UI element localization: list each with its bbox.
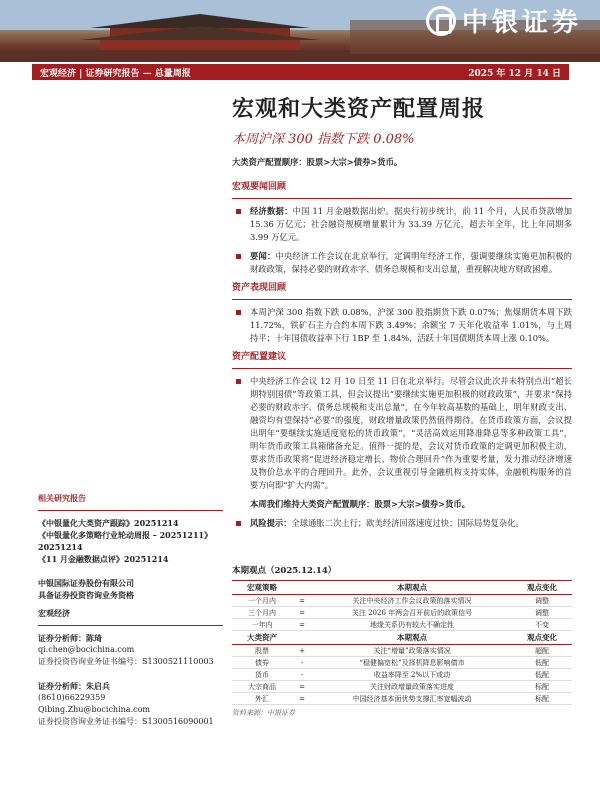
risk-warning	[232, 517, 572, 530]
table-cell: 关注财政增量政策落实进度	[312, 681, 512, 693]
bullet-lead: 经济数据：	[250, 206, 293, 216]
sidebar	[38, 492, 223, 728]
table-cell: 不变	[512, 619, 572, 631]
column-header: 本期观点	[312, 581, 512, 595]
header-banner	[0, 0, 600, 62]
analyst-name: 证券分析师：陈琦	[38, 633, 102, 643]
bank-logo-icon	[426, 6, 456, 36]
bullet-text: 中国 11 月金融数据出炉。据央行初步统计，前 11 个月，人民币贷款增加 15.36 万亿元；社会融资规模增量累计为 33.39 万亿元，超去年全年，比上年同期多 3.99 万亿元。	[250, 206, 572, 242]
table-cell: 标配	[512, 693, 572, 705]
report-category-bar	[32, 64, 569, 80]
brand-name: 中银证券	[461, 8, 582, 38]
brand-logo	[426, 2, 582, 39]
table-row	[232, 645, 572, 657]
table-row	[232, 607, 572, 619]
table-row	[232, 619, 572, 631]
analyst-phone: (8610)66229359	[38, 693, 106, 702]
risk-text: 全球通胀二次上行；欧美经济回落速度过快；国际局势复杂化。	[291, 518, 524, 528]
table-cell: 关注“增量”政策落实情况	[312, 645, 512, 657]
list-item	[232, 375, 572, 492]
analyst-license: 证券投资咨询业务证书编号：S1300516090001	[38, 717, 214, 726]
allocation-closing: 本周我们维持大类资产配置顺序：股票>大宗>债券>货币。	[250, 499, 470, 509]
list-item	[232, 205, 572, 244]
table-cell: 地缘关系仍有较大不确定性	[312, 619, 512, 631]
table-cell: 一年内	[232, 619, 292, 631]
main-content	[232, 156, 572, 536]
table-cell: 一个月内	[232, 595, 292, 607]
list-item	[232, 306, 572, 345]
analyst-email[interactable]: Qibing.Zhu@bocichina.com	[38, 705, 150, 714]
table-source: 资料来源：中银证券	[232, 709, 295, 717]
table-cell: =	[292, 619, 312, 631]
column-header: 宏观策略	[232, 581, 292, 595]
analyst-email[interactable]: qi.chen@bocichina.com	[38, 645, 135, 654]
bullet-text: 本周沪深 300 指数下跌 0.08%，沪深 300 股指期货下跌 0.07%；焦煤期货本周下跌 11.72%，铁矿石主力合约本周下跌 3.49%；余额宝 7 天年化收益率 1.01%，与上周持平；十年国债收益率下行 1BP 至 1.84%，活跃十年国债期货本周上涨 0.10%。	[250, 307, 572, 343]
table-cell: 超配	[512, 645, 572, 657]
related-reports-title: 相关研究报告	[38, 493, 86, 503]
table-cell: “稳健偏宽松”及择机降息影响债市	[312, 657, 512, 669]
table-cell: 债券	[232, 657, 292, 669]
table-title: 本期观点（2025.12.14）	[232, 566, 337, 576]
column-header	[292, 581, 312, 595]
report-category: 宏观经济 | 证券研究报告 — 总量周报	[40, 68, 191, 79]
column-header	[292, 631, 312, 645]
section-heading-macro: 宏观要闻回顾	[232, 182, 287, 192]
bullet-text: 中央经济工作会议在北京举行，定调明年经济工作，强调要继续实施更加积极的财政政策，保持必要的财政赤字、债务总规模和支出总量，重视解决地方财政困难。	[250, 251, 572, 274]
risk-lead: 风险提示：	[250, 518, 292, 528]
analyst-license: 证券投资咨询业务证书编号：S1300521110003	[38, 657, 214, 666]
column-header: 本期观点	[312, 631, 512, 645]
table-cell: 标配	[512, 681, 572, 693]
bullet-lead: 要闻：	[250, 251, 276, 261]
table-cell: =	[292, 693, 312, 705]
column-header: 观点变化	[512, 631, 572, 645]
table-row	[232, 681, 572, 693]
bullet-text: 中央经济工作会议 12 月 10 日至 11 日在北京举行。尽管会议此次并未特别点出“超长期特别国债”等政策工具，但会议提出“要继续实施更加积极的财政政策”，并要求“保持必要的财政赤字、债务总规模和支出总量”，在今年较高基数的基础上，明年财政支出、融资均有望保持“必要”的强度，财政增量政策仍然值得期待。在货币政策方面，会议提出明年“要继续实施适度宽松的货币政策”，“灵活高效运用降准降息等多种政策工具”，明年货币政策工具箱储备充足。值得一提的是，会议对货币政策的定调更加积极主动，要求货币政策将“促进经济稳定增长、物价合理回升”作为重要考量，发力推动经济增速及物价总水平的合理回升。此外，会议重视引导金融机构支持实体，金融机构服务的首要方向即“扩大内需”。	[250, 376, 572, 490]
section-divider	[232, 198, 572, 199]
table-cell: 调整	[512, 595, 572, 607]
table-header-row	[232, 631, 572, 645]
views-table	[232, 580, 572, 705]
category-label: 宏观经济	[38, 608, 70, 618]
list-item	[232, 250, 572, 276]
table-row	[232, 595, 572, 607]
firm-name: 中银国际证券股份有限公司	[38, 578, 134, 588]
table-cell: 收益率降至 2%以下或动	[312, 669, 512, 681]
column-header: 观点变化	[512, 581, 572, 595]
table-cell: =	[292, 607, 312, 619]
table-cell: 调整	[512, 607, 572, 619]
report-date: 2025 年 12 月 14 日	[468, 68, 561, 79]
section-heading-assets: 资产表现回顾	[232, 283, 287, 293]
allocation-summary: 大类资产配置顺序：股票>大宗>债券>货币。	[232, 157, 403, 167]
table-row	[232, 693, 572, 705]
table-cell: -	[292, 657, 312, 669]
section-divider	[232, 299, 572, 300]
analyst-name: 证券分析师：朱启兵	[38, 681, 110, 691]
page-title: 宏观和大类资产配置周报	[232, 96, 486, 122]
table-cell: 关注中央经济工作会议政策的落实情况	[312, 595, 512, 607]
table-cell: =	[292, 681, 312, 693]
column-header: 大类资产	[232, 631, 292, 645]
table-cell: =	[292, 595, 312, 607]
table-cell: 货币	[232, 669, 292, 681]
table-row	[232, 669, 572, 681]
table-header-row	[232, 581, 572, 595]
section-divider	[232, 368, 572, 369]
table-cell: 关注 2026 年两会召开前后的政策信号	[312, 607, 512, 619]
related-report[interactable]: 《中银量化大类资产跟踪》20251214	[38, 518, 179, 528]
page-subtitle: 本周沪深 300 指数下跌 0.08%	[232, 132, 415, 147]
table-row	[232, 657, 572, 669]
table-cell: 股票	[232, 645, 292, 657]
table-cell: 大宗商品	[232, 681, 292, 693]
sidebar-divider	[38, 625, 223, 626]
sidebar-divider	[38, 510, 223, 511]
firm-qualification: 具备证券投资咨询业务资格	[38, 590, 134, 600]
section-heading-allocation: 资产配置建议	[232, 352, 287, 362]
related-report[interactable]: 《中银量化多策略行业轮动周报 – 20251211》20251214	[38, 530, 213, 552]
table-cell: 低配	[512, 657, 572, 669]
table-cell: 外汇	[232, 693, 292, 705]
table-cell: 三个月内	[232, 607, 292, 619]
table-cell: -	[292, 669, 312, 681]
table-cell: 中国经济基本面优势支撑汇率宽幅波动	[312, 693, 512, 705]
views-table-section	[232, 564, 572, 718]
related-report[interactable]: 《11 月金融数据点评》20251214	[38, 554, 169, 564]
table-cell: 低配	[512, 669, 572, 681]
table-cell: +	[292, 645, 312, 657]
